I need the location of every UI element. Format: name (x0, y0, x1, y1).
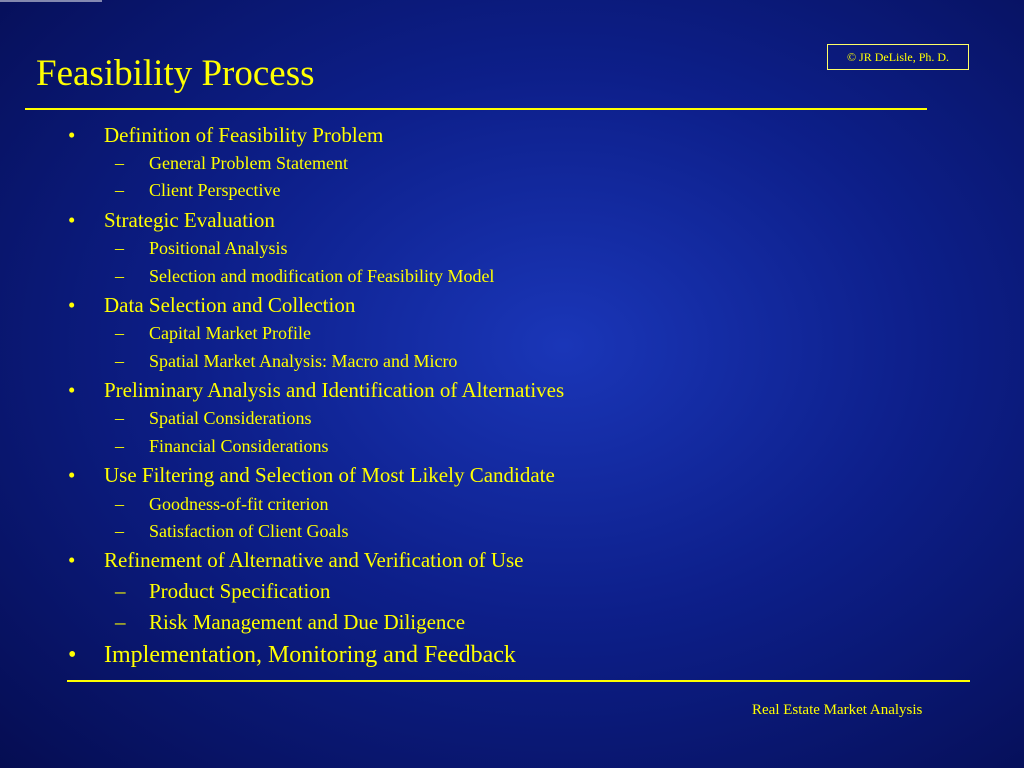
dash-glyph: – (115, 153, 124, 173)
dash-glyph: – (115, 351, 124, 371)
sub-item-text: Positional Analysis (149, 238, 288, 258)
bullet-glyph: • (68, 642, 77, 668)
dash-glyph: – (115, 436, 124, 456)
bullet-glyph: • (68, 463, 76, 487)
dash-glyph: – (115, 408, 124, 428)
sub-item-text: Financial Considerations (149, 436, 329, 456)
dash-glyph: – (115, 521, 124, 541)
sub-item-text: Capital Market Profile (149, 323, 311, 343)
bullet-text: Refinement of Alternative and Verification of Use (104, 548, 524, 572)
bullet-text: Implementation, Monitoring and Feedback (104, 642, 516, 668)
dash-glyph: – (115, 579, 126, 603)
title-divider (25, 108, 927, 110)
sub-item-text: Risk Management and Due Diligence (149, 610, 466, 634)
sub-item-text: General Problem Statement (149, 153, 348, 173)
bullet-glyph: • (68, 123, 76, 147)
bullet-text: Strategic Evaluation (104, 208, 275, 232)
dash-glyph: – (115, 610, 126, 634)
slide-title: Feasibility Process (36, 53, 315, 94)
dash-glyph: – (115, 266, 124, 286)
bullet-glyph: • (68, 548, 76, 572)
sub-item-text: Satisfaction of Client Goals (149, 521, 349, 541)
dash-glyph: – (115, 494, 124, 514)
sub-item-text: Client Perspective (149, 180, 281, 200)
copyright-box: © JR DeLisle, Ph. D. (827, 44, 969, 70)
sub-item-text: Goodness-of-fit criterion (149, 494, 329, 514)
sub-item-text: Spatial Considerations (149, 408, 312, 428)
bullet-glyph: • (68, 378, 76, 402)
bullet-glyph: • (68, 208, 76, 232)
bullet-text: Use Filtering and Selection of Most Likely Candidate (104, 463, 555, 487)
dash-glyph: – (115, 323, 124, 343)
sub-item-text: Product Specification (149, 579, 331, 603)
bullet-text: Data Selection and Collection (104, 293, 356, 317)
bullet-text: Definition of Feasibility Problem (104, 123, 384, 147)
bullet-glyph: • (68, 293, 76, 317)
dash-glyph: – (115, 180, 124, 200)
sub-item-text: Selection and modification of Feasibility Model (149, 266, 495, 286)
corner-mark (0, 0, 102, 2)
dash-glyph: – (115, 238, 124, 258)
footer-text: Real Estate Market Analysis (752, 702, 923, 718)
bullet-text: Preliminary Analysis and Identification of Alternatives (104, 378, 565, 402)
sub-item-text: Spatial Market Analysis: Macro and Micro (149, 351, 458, 371)
footer-divider (67, 680, 970, 682)
